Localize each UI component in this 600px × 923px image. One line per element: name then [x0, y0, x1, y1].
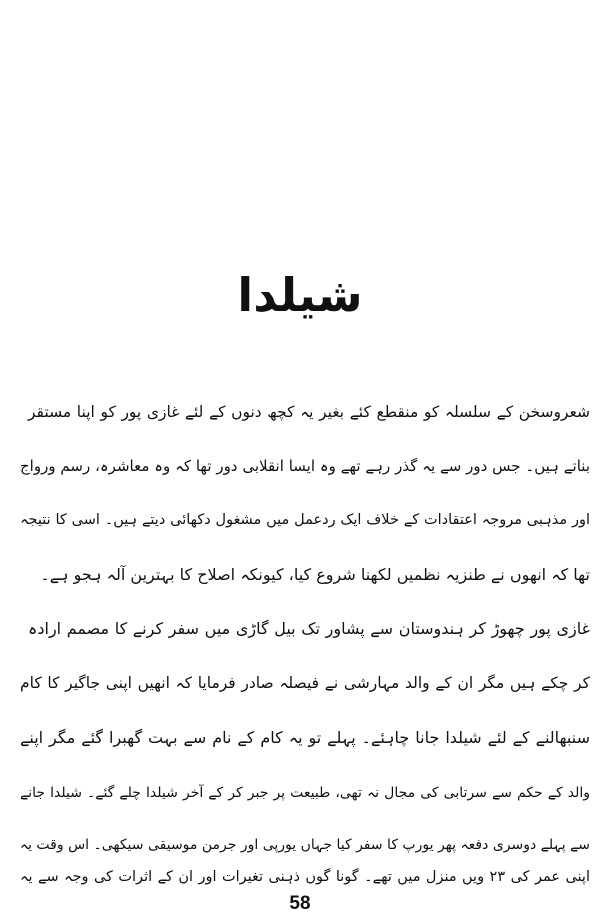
- text-line: اور مذہبی مروجہ اعتقادات کے خلاف ایک ردعمل میں مشغول دکھائی دیتے ہیں۔ اسی کا نتیجہ: [20, 512, 590, 528]
- text-line: تھا کہ انھوں نے طنزیہ نظمیں لکھنا شروع کیا، کیونکہ اصلاح کا بہترین آلہ ہجو ہے۔: [40, 565, 590, 584]
- page-number: 58: [289, 893, 311, 914]
- text-line: کر چکے ہیں مگر ان کے والد مہارشی نے فیصلہ صادر فرمایا کہ انھیں اپنی جاگیر کا کام: [20, 674, 590, 692]
- text-line: شعروسخن کے سلسلہ کو منقطع کئے بغیر یہ کچھ دنوں کے لئے غازی پور کو اپنا مستقر: [28, 403, 590, 421]
- chapter-title: شیلدا: [237, 268, 363, 322]
- text-line: غازی پور چھوڑ کر ہندوستان سے پشاور تک بیل گاڑی میں سفر کرنے کا مصمم ارادہ: [28, 619, 590, 638]
- text-line: سے پہلے دوسری دفعہ پھر یورپ کا سفر کیا جہاں یورپی اور جرمن موسیقی سیکھی۔ اس وقت یہ: [19, 837, 590, 853]
- text-line: سنبھالنے کے لئے شیلدا جانا چاہئے۔ پہلے تو یہ کام کے نام سے بہت گھبرا گئے مگر اپنے: [20, 728, 590, 747]
- text-line: اپنی عمر کی ۲۳ ویں منزل میں تھے۔ گونا گوں ذہنی تغیرات اور ان کے اثرات کی وجہ سے یہ: [20, 869, 590, 885]
- text-line: بناتے ہیں۔ جس دور سے یہ گذر رہے تھے وہ ایسا انقلابی دور تھا کہ وہ معاشرہ، رسم ورواج: [20, 457, 590, 475]
- text-line: والد کے حکم سے سرتابی کی مجال نہ تھی، طبیعت پر جبر کر کے آخر شیلدا چلے گئے۔ شیلدا جانے: [20, 785, 590, 801]
